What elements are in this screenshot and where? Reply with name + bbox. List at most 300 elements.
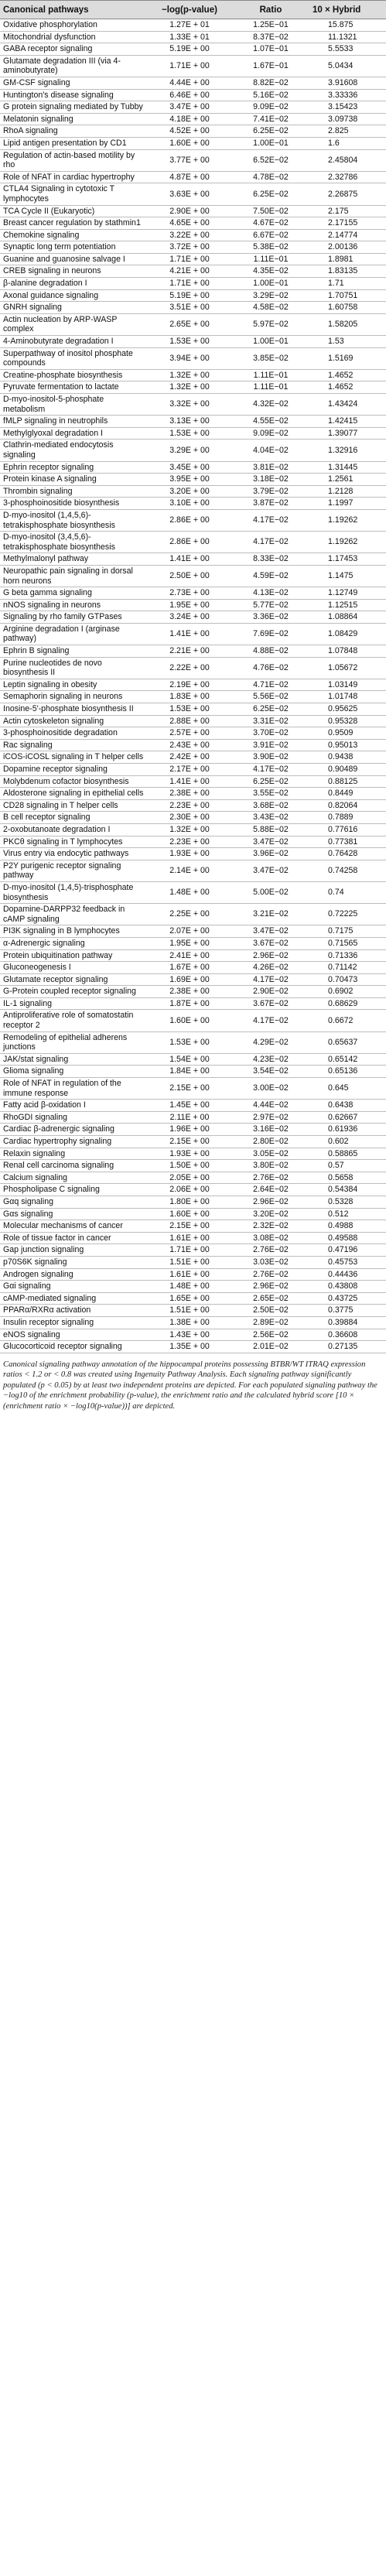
neg-log-pvalue: 5.19E + 00 bbox=[169, 290, 210, 300]
ratio-value: 4.23E−02 bbox=[253, 1054, 289, 1064]
pathway-name: Synaptic long term potentiation bbox=[3, 242, 116, 252]
pathway-name: Methylglyoxal degradation I bbox=[3, 428, 103, 438]
neg-log-pvalue: 1.32E + 00 bbox=[169, 382, 210, 392]
ratio-value: 3.31E−02 bbox=[253, 716, 289, 726]
table-row bbox=[0, 812, 386, 824]
ratio-value: 3.68E−02 bbox=[253, 800, 289, 810]
neg-log-pvalue: 1.60E + 00 bbox=[169, 1015, 210, 1025]
ratio-value: 9.09E−02 bbox=[253, 428, 289, 438]
ratio-value: 3.05E−02 bbox=[253, 1148, 289, 1158]
ratio-value: 5.88E−02 bbox=[253, 824, 289, 834]
neg-log-pvalue: 3.51E + 00 bbox=[169, 303, 210, 313]
pathway-name: Chemokine signaling bbox=[3, 230, 80, 240]
ratio-value: 5.56E−02 bbox=[253, 692, 289, 702]
pathway-name: Inosine-5′-phosphate biosynthesis II bbox=[3, 704, 134, 714]
neg-log-pvalue: 2.23E + 00 bbox=[169, 836, 210, 847]
table-row bbox=[0, 727, 386, 740]
table-row bbox=[0, 77, 386, 89]
ratio-value: 8.37E−02 bbox=[253, 32, 289, 42]
ratio-value: 3.85E−02 bbox=[253, 353, 289, 363]
table-row bbox=[0, 1220, 386, 1233]
neg-log-pvalue: 1.45E + 00 bbox=[169, 1100, 210, 1110]
pathway-name: Calcium signaling bbox=[3, 1172, 68, 1182]
hybrid-score: 0.71142 bbox=[328, 963, 357, 973]
ratio-value: 5.38E−02 bbox=[253, 242, 289, 252]
pathway-name: Actin nucleation by ARP-WASP complex bbox=[3, 314, 118, 334]
pathway-name: D-myo-inositol (1,4,5,6)-tetrakisphosphate biosynthesis bbox=[3, 510, 115, 530]
ratio-value: 4.17E−02 bbox=[253, 765, 289, 774]
ratio-value: 4.88E−02 bbox=[253, 646, 289, 656]
table-row bbox=[0, 125, 386, 138]
ratio-value: 4.17E−02 bbox=[253, 1015, 289, 1025]
neg-log-pvalue: 3.45E + 00 bbox=[169, 462, 210, 472]
ratio-value: 3.87E−02 bbox=[253, 498, 289, 508]
hybrid-score: 0.43808 bbox=[328, 1281, 358, 1291]
hybrid-score: 0.71565 bbox=[328, 938, 358, 948]
ratio-value: 7.69E−02 bbox=[253, 629, 289, 639]
hybrid-score: 1.42415 bbox=[328, 416, 358, 426]
hybrid-score: 0.74258 bbox=[328, 866, 358, 876]
neg-log-pvalue: 2.73E + 00 bbox=[169, 588, 210, 598]
pathway-name: Signaling by rho family GTPases bbox=[3, 612, 122, 622]
hybrid-score: 1.19262 bbox=[328, 515, 358, 525]
ratio-value: 3.67E−02 bbox=[253, 938, 289, 948]
table-row bbox=[0, 19, 386, 32]
neg-log-pvalue: 1.48E + 00 bbox=[169, 888, 210, 898]
hybrid-score: 0.9509 bbox=[328, 728, 354, 738]
table-row bbox=[0, 657, 386, 679]
neg-log-pvalue: 2.15E + 00 bbox=[169, 1137, 210, 1146]
neg-log-pvalue: 1.41E + 00 bbox=[169, 629, 210, 639]
neg-log-pvalue: 1.67E + 00 bbox=[169, 963, 210, 973]
table-row bbox=[0, 113, 386, 125]
neg-log-pvalue: 2.22E + 00 bbox=[169, 662, 210, 672]
table-row bbox=[0, 949, 386, 962]
hybrid-score: 1.12749 bbox=[328, 588, 358, 598]
table-body bbox=[0, 19, 386, 1353]
neg-log-pvalue: 2.23E + 00 bbox=[169, 800, 210, 810]
hybrid-score: 11.1321 bbox=[328, 32, 357, 42]
hybrid-score: 1.53 bbox=[328, 337, 344, 347]
table-row bbox=[0, 1268, 386, 1281]
neg-log-pvalue: 1.71E + 00 bbox=[169, 61, 210, 71]
hybrid-score: 1.07848 bbox=[328, 646, 358, 656]
hybrid-score: 2.00136 bbox=[328, 242, 358, 252]
table-row bbox=[0, 848, 386, 860]
hybrid-score: 0.8449 bbox=[328, 789, 354, 799]
pathway-name: iCOS-iCOSL signaling in T helper cells bbox=[3, 752, 144, 762]
ratio-value: 4.44E−02 bbox=[253, 1100, 289, 1110]
table-row bbox=[0, 369, 386, 381]
hybrid-score: 0.39884 bbox=[328, 1317, 358, 1327]
ratio-value: 1.00E−01 bbox=[253, 279, 289, 289]
pathway-name: Ephrin B signaling bbox=[3, 646, 70, 656]
neg-log-pvalue: 1.61E + 00 bbox=[169, 1233, 210, 1243]
ratio-value: 6.25E−02 bbox=[253, 126, 289, 136]
neg-log-pvalue: 3.20E + 00 bbox=[169, 486, 210, 496]
pathway-name: Remodeling of epithelial adherens junctions bbox=[3, 1032, 128, 1052]
ratio-value: 3.47E−02 bbox=[253, 836, 289, 847]
ratio-value: 4.17E−02 bbox=[253, 537, 289, 547]
hybrid-score: 0.70473 bbox=[328, 974, 358, 984]
ratio-value: 2.76E−02 bbox=[253, 1172, 289, 1182]
hybrid-score: 0.7175 bbox=[328, 926, 354, 936]
ratio-value: 5.00E−02 bbox=[253, 888, 289, 898]
hybrid-score: 0.57 bbox=[328, 1161, 344, 1171]
neg-log-pvalue: 2.07E + 00 bbox=[169, 926, 210, 936]
ratio-value: 4.26E−02 bbox=[253, 963, 289, 973]
table-row bbox=[0, 1172, 386, 1184]
neg-log-pvalue: 1.65E + 00 bbox=[169, 1293, 210, 1303]
neg-log-pvalue: 1.43E + 00 bbox=[169, 1329, 210, 1339]
ratio-value: 3.29E−02 bbox=[253, 290, 289, 300]
ratio-value: 3.18E−02 bbox=[253, 474, 289, 484]
pathway-name: G-Protein coupled receptor signaling bbox=[3, 987, 136, 997]
ratio-value: 3.96E−02 bbox=[253, 849, 289, 859]
hybrid-score: 0.77381 bbox=[328, 836, 358, 847]
table-row bbox=[0, 149, 386, 171]
hybrid-score: 0.6438 bbox=[328, 1100, 354, 1110]
table-row bbox=[0, 1292, 386, 1305]
hybrid-score: 0.54384 bbox=[328, 1185, 358, 1195]
hybrid-score: 0.62667 bbox=[328, 1112, 358, 1122]
table-row bbox=[0, 1148, 386, 1160]
pathway-name: 3-phosphoinositide degradation bbox=[3, 728, 118, 738]
table-row bbox=[0, 799, 386, 812]
pathway-name: Creatine-phosphate biosynthesis bbox=[3, 370, 123, 380]
neg-log-pvalue: 1.41E + 00 bbox=[169, 554, 210, 564]
hybrid-score: 1.05672 bbox=[328, 662, 358, 672]
pathway-name: Role of NFAT in cardiac hypertrophy bbox=[3, 172, 135, 182]
hybrid-score: 1.12515 bbox=[328, 600, 358, 610]
ratio-value: 2.01E−02 bbox=[253, 1342, 289, 1352]
hybrid-score: 15.875 bbox=[328, 20, 354, 29]
pathway-name: Breast cancer regulation by stathmin1 bbox=[3, 218, 141, 228]
table-row bbox=[0, 925, 386, 938]
neg-log-pvalue: 1.53E + 00 bbox=[169, 337, 210, 347]
neg-log-pvalue: 3.32E + 00 bbox=[169, 399, 210, 409]
table-row bbox=[0, 962, 386, 974]
hybrid-score: 0.3775 bbox=[328, 1305, 354, 1315]
pathway-name: TCA Cycle II (Eukaryotic) bbox=[3, 206, 95, 216]
neg-log-pvalue: 1.54E + 00 bbox=[169, 1054, 210, 1064]
pathway-name: D-myo-inositol-5-phosphate metabolism bbox=[3, 395, 104, 414]
neg-log-pvalue: 2.88E + 00 bbox=[169, 716, 210, 726]
pathway-name: G protein signaling mediated by Tubby bbox=[3, 102, 143, 112]
neg-log-pvalue: 2.43E + 00 bbox=[169, 740, 210, 750]
pathway-name: Molybdenum cofactor biosynthesis bbox=[3, 776, 129, 786]
pathway-name: α-Adrenergic signaling bbox=[3, 938, 85, 948]
hybrid-score: 0.95013 bbox=[328, 740, 358, 750]
ratio-value: 3.08E−02 bbox=[253, 1233, 289, 1243]
hybrid-score: 0.6672 bbox=[328, 1015, 354, 1025]
ratio-value: 2.50E−02 bbox=[253, 1305, 289, 1315]
hybrid-score: 1.08864 bbox=[328, 612, 358, 622]
pathway-name: Semaphorin signaling in neurons bbox=[3, 692, 123, 702]
table-row bbox=[0, 703, 386, 716]
neg-log-pvalue: 1.95E + 00 bbox=[169, 600, 210, 610]
table-row bbox=[0, 427, 386, 440]
pathway-name: Fatty acid β-oxidation I bbox=[3, 1100, 86, 1110]
neg-log-pvalue: 3.95E + 00 bbox=[169, 474, 210, 484]
hybrid-score: 0.6902 bbox=[328, 987, 354, 997]
ratio-value: 8.82E−02 bbox=[253, 77, 289, 87]
neg-log-pvalue: 1.33E + 01 bbox=[169, 32, 210, 42]
neg-log-pvalue: 1.61E + 00 bbox=[169, 1269, 210, 1279]
hybrid-score: 0.645 bbox=[328, 1083, 349, 1093]
table-row bbox=[0, 101, 386, 114]
ratio-value: 3.43E−02 bbox=[253, 812, 289, 823]
hybrid-score: 0.43725 bbox=[328, 1293, 358, 1303]
table-row bbox=[0, 43, 386, 56]
hybrid-score: 3.15423 bbox=[328, 102, 358, 112]
table-row bbox=[0, 1100, 386, 1112]
ratio-value: 1.07E−01 bbox=[253, 44, 289, 54]
hybrid-score: 3.09738 bbox=[328, 114, 358, 124]
hybrid-score: 0.90489 bbox=[328, 765, 358, 774]
pathway-name: IL-1 signaling bbox=[3, 998, 53, 1008]
pathway-name: nNOS signaling in neurons bbox=[3, 600, 101, 610]
hybrid-score: 1.19262 bbox=[328, 537, 358, 547]
hybrid-score: 2.825 bbox=[328, 126, 349, 136]
hybrid-score: 2.17155 bbox=[328, 218, 358, 228]
hybrid-score: 0.47196 bbox=[328, 1245, 358, 1255]
hybrid-score: 1.58205 bbox=[328, 320, 358, 330]
pathway-name: Insulin receptor signaling bbox=[3, 1317, 94, 1327]
pathway-name: Actin cytoskeleton signaling bbox=[3, 716, 104, 726]
hybrid-score: 1.2128 bbox=[328, 486, 354, 496]
pathway-name: Gαq signaling bbox=[3, 1196, 54, 1206]
pathway-name: Glutamate receptor signaling bbox=[3, 974, 108, 984]
table-row bbox=[0, 1196, 386, 1208]
neg-log-pvalue: 3.24E + 00 bbox=[169, 612, 210, 622]
table-row bbox=[0, 645, 386, 658]
hybrid-score: 1.60758 bbox=[328, 303, 358, 313]
neg-log-pvalue: 3.63E + 00 bbox=[169, 189, 210, 199]
ratio-value: 4.71E−02 bbox=[253, 679, 289, 689]
table-row bbox=[0, 1329, 386, 1341]
table-row bbox=[0, 553, 386, 566]
neg-log-pvalue: 1.60E + 00 bbox=[169, 138, 210, 148]
header-hybrid: 10 × Hybrid bbox=[309, 1, 386, 19]
pathway-name: eNOS signaling bbox=[3, 1329, 60, 1339]
hybrid-score: 0.5658 bbox=[328, 1172, 354, 1182]
table-row bbox=[0, 1184, 386, 1196]
neg-log-pvalue: 1.60E + 00 bbox=[169, 1209, 210, 1219]
pathway-name: Molecular mechanisms of cancer bbox=[3, 1221, 123, 1231]
ratio-value: 2.80E−02 bbox=[253, 1137, 289, 1146]
hybrid-score: 0.65637 bbox=[328, 1037, 358, 1047]
table-row bbox=[0, 611, 386, 624]
ratio-value: 3.70E−02 bbox=[253, 728, 289, 738]
ratio-value: 6.25E−02 bbox=[253, 189, 289, 199]
pathway-name: Purine nucleotides de novo biosynthesis II bbox=[3, 658, 102, 678]
pathway-name: Virus entry via endocytic pathways bbox=[3, 849, 129, 859]
table-row bbox=[0, 836, 386, 848]
table-row bbox=[0, 474, 386, 486]
pathway-name: GM-CSF signaling bbox=[3, 77, 70, 87]
pathway-name: Lipid antigen presentation by CD1 bbox=[3, 138, 127, 148]
pathway-name: PPARα/RXRα activation bbox=[3, 1305, 91, 1315]
header-ratio: Ratio bbox=[232, 1, 309, 19]
pathway-name: Guanine and guanosine salvage I bbox=[3, 254, 125, 264]
ratio-value: 6.67E−02 bbox=[253, 230, 289, 240]
pathway-name: Regulation of actin-based motility by rho bbox=[3, 150, 135, 170]
table-row bbox=[0, 1305, 386, 1317]
neg-log-pvalue: 2.38E + 00 bbox=[169, 789, 210, 799]
pathway-name: β-alanine degradation I bbox=[3, 279, 87, 289]
neg-log-pvalue: 1.96E + 00 bbox=[169, 1124, 210, 1134]
hybrid-score: 1.39077 bbox=[328, 428, 358, 438]
pathway-name: Axonal guidance signaling bbox=[3, 290, 99, 300]
neg-log-pvalue: 4.65E + 00 bbox=[169, 218, 210, 228]
pathway-name: Huntington's disease signaling bbox=[3, 90, 114, 100]
pathway-name: D-myo-inositol (3,4,5,6)-tetrakisphosphate biosynthesis bbox=[3, 532, 115, 552]
hybrid-score: 0.512 bbox=[328, 1209, 349, 1219]
pathway-name: Protein ubiquitination pathway bbox=[3, 950, 113, 960]
neg-log-pvalue: 1.83E + 00 bbox=[169, 692, 210, 702]
pathway-name: Cardiac hypertrophy signaling bbox=[3, 1137, 112, 1146]
neg-log-pvalue: 1.71E + 00 bbox=[169, 1245, 210, 1255]
pathway-name: 3-phosphoinositide biosynthesis bbox=[3, 498, 120, 508]
ratio-value: 2.56E−02 bbox=[253, 1329, 289, 1339]
neg-log-pvalue: 4.44E + 00 bbox=[169, 77, 210, 87]
hybrid-score: 0.36608 bbox=[328, 1329, 358, 1339]
pathway-name: Superpathway of inositol phosphate compounds bbox=[3, 348, 133, 368]
table-row bbox=[0, 485, 386, 498]
neg-log-pvalue: 1.53E + 00 bbox=[169, 428, 210, 438]
table-row bbox=[0, 973, 386, 986]
pathway-name: Pyruvate fermentation to lactate bbox=[3, 382, 119, 392]
ratio-value: 4.29E−02 bbox=[253, 1037, 289, 1047]
pathway-name: Gluconeogenesis I bbox=[3, 963, 71, 973]
neg-log-pvalue: 1.50E + 00 bbox=[169, 1161, 210, 1171]
neg-log-pvalue: 1.32E + 00 bbox=[169, 370, 210, 380]
hybrid-score: 0.4988 bbox=[328, 1221, 354, 1231]
hybrid-score: 1.43424 bbox=[328, 399, 358, 409]
ratio-value: 1.11E−01 bbox=[253, 370, 289, 380]
table-row bbox=[0, 1341, 386, 1353]
table-row bbox=[0, 1232, 386, 1244]
neg-log-pvalue: 3.22E + 00 bbox=[169, 230, 210, 240]
ratio-value: 2.97E−02 bbox=[253, 1112, 289, 1122]
ratio-value: 3.67E−02 bbox=[253, 998, 289, 1008]
neg-log-pvalue: 1.41E + 00 bbox=[169, 776, 210, 786]
table-row bbox=[0, 265, 386, 278]
neg-log-pvalue: 5.19E + 00 bbox=[169, 44, 210, 54]
table-row bbox=[0, 498, 386, 510]
pathway-name: RhoGDI signaling bbox=[3, 1112, 68, 1122]
table-row bbox=[0, 461, 386, 474]
ratio-value: 4.32E−02 bbox=[253, 399, 289, 409]
neg-log-pvalue: 3.72E + 00 bbox=[169, 242, 210, 252]
table-row bbox=[0, 1316, 386, 1329]
table-row bbox=[0, 860, 386, 881]
neg-log-pvalue: 2.41E + 00 bbox=[169, 950, 210, 960]
pathway-name: JAK/stat signaling bbox=[3, 1054, 69, 1064]
table-row bbox=[0, 937, 386, 949]
table-row bbox=[0, 55, 386, 77]
neg-log-pvalue: 2.50E + 00 bbox=[169, 571, 210, 581]
hybrid-score: 1.70751 bbox=[328, 290, 358, 300]
ratio-value: 1.67E−01 bbox=[253, 61, 289, 71]
ratio-value: 3.21E−02 bbox=[253, 909, 289, 919]
table-row bbox=[0, 1031, 386, 1053]
ratio-value: 7.50E−02 bbox=[253, 206, 289, 216]
hybrid-score: 0.68629 bbox=[328, 998, 358, 1008]
hybrid-score: 0.72225 bbox=[328, 909, 358, 919]
neg-log-pvalue: 3.47E + 00 bbox=[169, 102, 210, 112]
ratio-value: 4.17E−02 bbox=[253, 974, 289, 984]
ratio-value: 4.78E−02 bbox=[253, 172, 289, 182]
neg-log-pvalue: 2.30E + 00 bbox=[169, 812, 210, 823]
table-row bbox=[0, 1136, 386, 1148]
table-row bbox=[0, 739, 386, 751]
ratio-value: 3.80E−02 bbox=[253, 1161, 289, 1171]
table-row bbox=[0, 1010, 386, 1031]
table-row bbox=[0, 171, 386, 183]
neg-log-pvalue: 1.53E + 00 bbox=[169, 704, 210, 714]
neg-log-pvalue: 1.38E + 00 bbox=[169, 1317, 210, 1327]
ratio-value: 3.00E−02 bbox=[253, 1083, 289, 1093]
table-row bbox=[0, 137, 386, 149]
neg-log-pvalue: 3.29E + 00 bbox=[169, 445, 210, 455]
hybrid-score: 0.5328 bbox=[328, 1196, 354, 1206]
hybrid-score: 0.49588 bbox=[328, 1233, 358, 1243]
hybrid-score: 0.95328 bbox=[328, 716, 358, 726]
ratio-value: 1.11E−01 bbox=[253, 254, 289, 264]
neg-log-pvalue: 2.17E + 00 bbox=[169, 765, 210, 774]
pathway-name: cAMP-mediated signaling bbox=[3, 1293, 97, 1303]
ratio-value: 1.00E−01 bbox=[253, 138, 289, 148]
table-header bbox=[0, 1, 386, 19]
pathway-name: CD28 signaling in T helper cells bbox=[3, 800, 118, 810]
pathway-name: Cardiac β-adrenergic signaling bbox=[3, 1124, 114, 1134]
neg-log-pvalue: 1.71E + 00 bbox=[169, 279, 210, 289]
header-canonical-pathways: Canonical pathways bbox=[0, 1, 147, 19]
neg-log-pvalue: 3.10E + 00 bbox=[169, 498, 210, 508]
table-row bbox=[0, 1111, 386, 1124]
pathway-name: GNRH signaling bbox=[3, 303, 62, 313]
table-row bbox=[0, 302, 386, 314]
hybrid-score: 5.0434 bbox=[328, 61, 354, 71]
pathway-name: Mitochondrial dysfunction bbox=[3, 32, 96, 42]
pathway-name: Antiproliferative role of somatostatin receptor 2 bbox=[3, 1011, 134, 1031]
table-row bbox=[0, 313, 386, 335]
ratio-value: 4.04E−02 bbox=[253, 445, 289, 455]
ratio-value: 3.16E−02 bbox=[253, 1124, 289, 1134]
neg-log-pvalue: 1.95E + 00 bbox=[169, 938, 210, 948]
table-row bbox=[0, 394, 386, 416]
ratio-value: 3.81E−02 bbox=[253, 462, 289, 472]
neg-log-pvalue: 1.71E + 00 bbox=[169, 254, 210, 264]
pathway-name: Gαi signaling bbox=[3, 1281, 51, 1291]
ratio-value: 3.90E−02 bbox=[253, 752, 289, 762]
ratio-value: 3.36E−02 bbox=[253, 612, 289, 622]
ratio-value: 6.25E−02 bbox=[253, 776, 289, 786]
table-row bbox=[0, 532, 386, 553]
hybrid-score: 2.175 bbox=[328, 206, 349, 216]
neg-log-pvalue: 2.86E + 00 bbox=[169, 515, 210, 525]
hybrid-score: 1.8981 bbox=[328, 254, 354, 264]
table-row bbox=[0, 1256, 386, 1268]
ratio-value: 2.65E−02 bbox=[253, 1293, 289, 1303]
pathway-name: Neuropathic pain signaling in dorsal horn neurons bbox=[3, 566, 133, 586]
pathway-name: Dopamine-DARPP32 feedback in cAMP signaling bbox=[3, 905, 125, 924]
table-row bbox=[0, 599, 386, 611]
ratio-value: 4.55E−02 bbox=[253, 416, 289, 426]
ratio-value: 6.25E−02 bbox=[253, 704, 289, 714]
